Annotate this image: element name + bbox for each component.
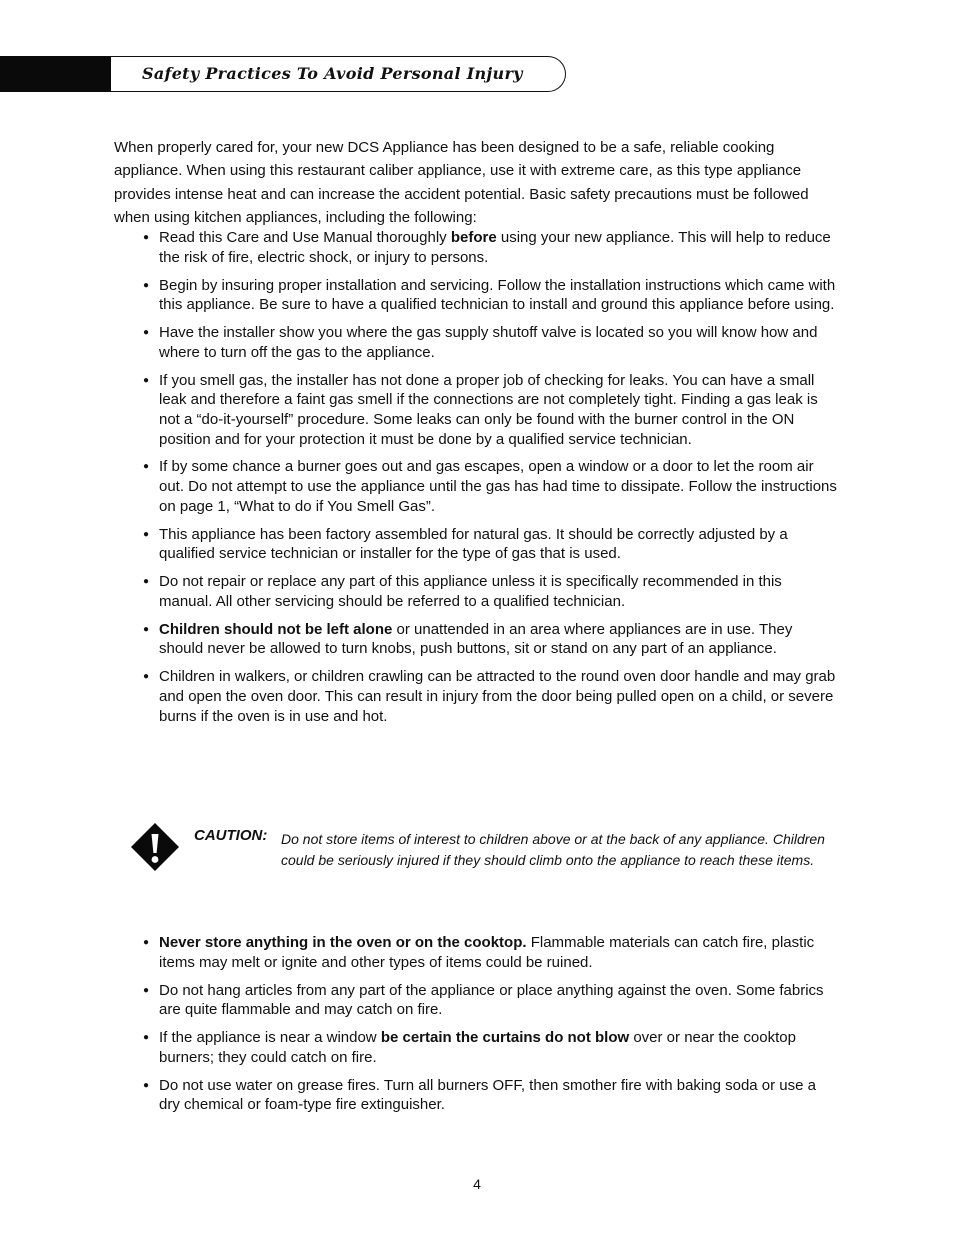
list-item: ● Do not use water on grease fires. Turn all burners OFF, then smother fire with baking soda or use a dry chemical or foam-type fire extinguisher. [159, 1076, 839, 1115]
list-item: ● Begin by insuring proper installation and servicing. Follow the installation instructions which came with this appliance. Be sure to have a qualified technician to install and ground this appliance before using. [159, 276, 839, 315]
header-black-bar [0, 56, 112, 92]
page-number: 4 [473, 1176, 481, 1192]
list-item: ● Never store anything in the oven or on the cooktop. Flammable materials can catch fire, plastic items may melt or ignite and other types of items could be ruined. [159, 933, 839, 972]
list-item: ● This appliance has been factory assembled for natural gas. It should be correctly adjusted by a qualified service technician or installer for the type of gas that is used. [159, 525, 839, 564]
list-item: ● Children in walkers, or children crawling can be attracted to the round oven door handle and may grab and open the oven door. This can result in injury from the door being pulled open on a child, or severe burns if the oven is in use and hot. [159, 667, 839, 726]
list-item: ● If you smell gas, the installer has not done a proper job of checking for leaks. You can have a small leak and therefore a faint gas smell if the connections are not completely tight. Finding a gas leak is not a “do-it-yourself” procedure. Some leaks can only be found with the burner control in the ON position and for your protection it must be done by a qualified service technician. [159, 371, 839, 450]
list-item: ● Read this Care and Use Manual thoroughly before using your new appliance. This will help to reduce the risk of fire, electric shock, or injury to persons. [159, 228, 839, 267]
section-title: Safety Practices To Avoid Personal Injury [142, 64, 523, 83]
list-item: ● If the appliance is near a window be certain the curtains do not blow over or near the cooktop burners; they could catch on fire. [159, 1028, 839, 1067]
list-item: ● Children should not be left alone or unattended in an area where appliances are in use. They should never be allowed to turn knobs, push buttons, sit or stand on any part of an appliance. [159, 620, 839, 659]
list-item: ● If by some chance a burner goes out and gas escapes, open a window or a door to let the room air out. Do not attempt to use the appliance until the gas has had time to dissipate. Follow the instructions on page 1, “What to do if You Smell Gas”. [159, 457, 839, 516]
warning-diamond-icon [130, 822, 180, 872]
list-item: ● Have the installer show you where the gas supply shutoff valve is located so you will know how and where to turn off the gas to the appliance. [159, 323, 839, 362]
intro-paragraph: When properly cared for, your new DCS Appliance has been designed to be a safe, reliable cooking appliance. When using this restaurant caliber appliance, use it with extreme care, as this type appliance provides intense heat and can increase the accident potential. Basic safety precautions must be followed when using kitchen appliances, including the following: [114, 139, 809, 226]
safety-list-2 [159, 933, 839, 1123]
safety-list-1 [159, 228, 839, 734]
caution-text: Do not store items of interest to children above or at the back of any appliance. Children could be seriously injured if they should climb onto the appliance to reach these items. [281, 831, 825, 868]
list-item: ● Do not repair or replace any part of this appliance unless it is specifically recommended in this manual. All other servicing should be referred to a qualified technician. [159, 572, 839, 611]
list-item: ● Do not hang articles from any part of the appliance or place anything against the oven. Some fabrics are quite flammable and may catch on fire. [159, 981, 839, 1020]
caution-label: CAUTION: [194, 827, 268, 844]
